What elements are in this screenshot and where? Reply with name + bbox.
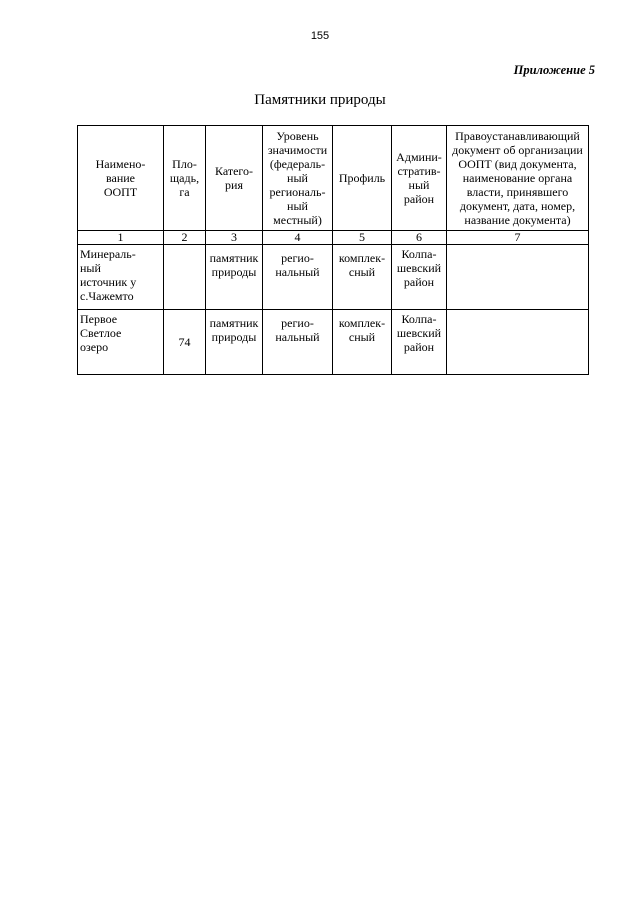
cell-founding-document	[447, 245, 589, 310]
cell-founding-document	[447, 310, 589, 375]
natural-monuments-table	[77, 125, 589, 375]
column-number: 5	[333, 231, 392, 245]
column-number: 3	[206, 231, 263, 245]
appendix-label: Приложение 5	[513, 63, 595, 77]
column-number: 7	[447, 231, 589, 245]
cell-district: Колпа- шевский район	[392, 310, 447, 375]
header-district: Админи- стратив- ный район	[392, 126, 447, 231]
document-title: Памятники природы	[254, 92, 386, 108]
column-number: 1	[78, 231, 164, 245]
header-name: Наимено- вание ООПТ	[78, 126, 164, 231]
cell-profile: комплек- сный	[333, 310, 392, 375]
column-number-row	[78, 231, 589, 245]
table-row	[78, 310, 589, 375]
table-header-row	[78, 126, 589, 231]
cell-name: Первое Светлое озеро	[78, 310, 164, 375]
column-number: 2	[164, 231, 206, 245]
cell-category: памятник природы	[206, 310, 263, 375]
cell-profile: комплек- сный	[333, 245, 392, 310]
page-number: 155	[310, 30, 330, 42]
header-significance-level: Уровень значимости (федераль- ный региональ- ный местный)	[263, 126, 333, 231]
cell-district: Колпа- шевский район	[392, 245, 447, 310]
cell-significance-level: регио- нальный	[263, 310, 333, 375]
cell-category: памятник природы	[206, 245, 263, 310]
header-founding-document: Правоустанавливающий документ об организации ООПТ (вид документа, наименование органа власти, принявшего документ, дата, номер, название документа)	[447, 126, 589, 231]
header-area: Пло- щадь, га	[164, 126, 206, 231]
table-row	[78, 245, 589, 310]
cell-name: Минераль- ный источник у с.Чажемто	[78, 245, 164, 310]
cell-area: 74	[164, 310, 206, 375]
header-category: Катего- рия	[206, 126, 263, 231]
cell-area	[164, 245, 206, 310]
column-number: 6	[392, 231, 447, 245]
column-number: 4	[263, 231, 333, 245]
cell-significance-level: регио- нальный	[263, 245, 333, 310]
header-profile: Профиль	[333, 126, 392, 231]
